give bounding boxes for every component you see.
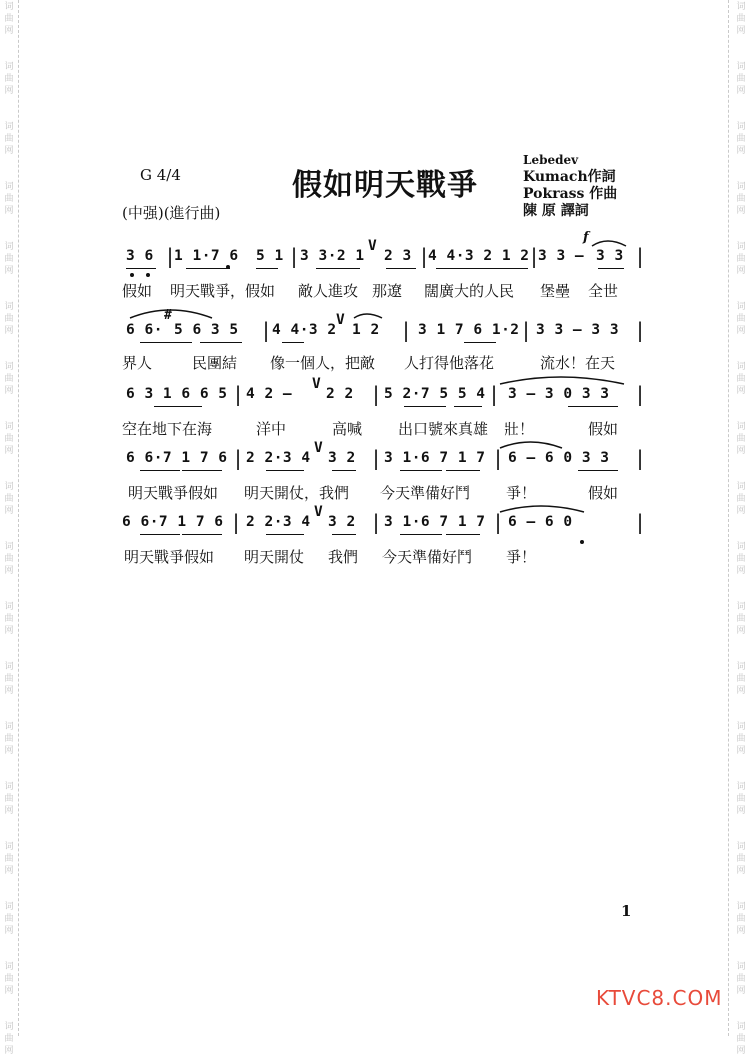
watermark-glyph: 网 (4, 506, 14, 516)
watermark-glyph: 网 (736, 326, 746, 336)
watermark-glyph: 曲 (736, 494, 746, 504)
note-group: 3 6 (126, 248, 154, 264)
note-group: 3 3 (596, 248, 624, 264)
watermark-glyph: 词 (736, 962, 746, 972)
slur-mark (500, 377, 624, 384)
barline: | (634, 244, 647, 268)
note-group: 4 4·3 2 (272, 322, 337, 338)
note-group: 6 6·7 1 7 6 (122, 514, 224, 530)
watermark-glyph: 曲 (736, 974, 746, 984)
watermark-glyph: 曲 (736, 794, 746, 804)
watermark-glyph: 词 (736, 902, 746, 912)
note-group: 3 3·2 1 (300, 248, 365, 264)
watermark-glyph: 曲 (4, 914, 14, 924)
lyric-text: 洋中 (256, 420, 287, 438)
watermark-glyph: 曲 (736, 674, 746, 684)
credit-translator: 陳 原 譯詞 (523, 203, 589, 219)
lyric-text: 明天開仗 (244, 548, 305, 566)
watermark-glyph: 曲 (4, 134, 14, 144)
lyric-text: 今天準備好鬥 (380, 484, 471, 502)
tempo-marking: (中强)(進行曲) (122, 204, 221, 222)
watermark-glyph: 词 (4, 2, 14, 12)
watermark-glyph: 词 (4, 62, 14, 72)
barline: | (634, 446, 647, 470)
watermark-glyph: 曲 (736, 74, 746, 84)
watermark-glyph: 词 (736, 1022, 746, 1032)
watermark-glyph: 曲 (4, 974, 14, 984)
watermark-glyph: 词 (736, 782, 746, 792)
watermark-glyph: 网 (4, 146, 14, 156)
breath-mark: V (312, 376, 322, 392)
note-group: 4 4·3 2 1 2 (428, 248, 530, 264)
barline: | (288, 244, 301, 268)
watermark-glyph: 曲 (736, 554, 746, 564)
slur-mark (354, 314, 382, 318)
barline: | (634, 318, 647, 342)
lyric-text: 明天戰爭假如 (124, 548, 215, 566)
watermark-glyph: 曲 (4, 254, 14, 264)
watermark-glyph: 曲 (4, 494, 14, 504)
note-group: 2 2·3 4 (246, 450, 311, 466)
watermark-glyph: 曲 (4, 434, 14, 444)
watermark-glyph: 词 (4, 122, 14, 132)
lyric-text: 明天戰爭假如 (128, 484, 219, 502)
watermark-glyph: 词 (736, 842, 746, 852)
watermark-glyph: 曲 (736, 734, 746, 744)
watermark-glyph: 词 (736, 482, 746, 492)
lyric-text: 出口號來真雄 (398, 420, 489, 438)
barline: | (520, 318, 533, 342)
barline: | (528, 244, 541, 268)
watermark-glyph: 网 (736, 746, 746, 756)
credit-lyricist-original: Lebedev (523, 153, 579, 167)
slur-mark (130, 310, 212, 318)
note-group: 2 2 (326, 386, 354, 402)
watermark-glyph: 词 (4, 902, 14, 912)
watermark-glyph: 网 (736, 1046, 746, 1056)
watermark-glyph: 曲 (736, 374, 746, 384)
watermark-glyph: 曲 (736, 314, 746, 324)
watermark-glyph: 网 (736, 86, 746, 96)
watermark-glyph: 词 (736, 2, 746, 12)
watermark-glyph: 网 (4, 566, 14, 576)
watermark-glyph: 网 (736, 506, 746, 516)
watermark-glyph: 曲 (736, 254, 746, 264)
note-group: 3 3 — (538, 248, 585, 264)
watermark-glyph: 网 (736, 386, 746, 396)
watermark-glyph: 网 (4, 806, 14, 816)
watermark-glyph: 曲 (736, 434, 746, 444)
lyric-text: 界人 (122, 354, 153, 372)
watermark-glyph: 曲 (736, 914, 746, 924)
watermark-glyph: 词 (736, 122, 746, 132)
lyric-text: 假如 (122, 282, 153, 300)
watermark-glyph: 曲 (4, 854, 14, 864)
lyric-text: 我們 (328, 548, 359, 566)
note-group: 2 3 (384, 248, 412, 264)
watermark-glyph: 曲 (736, 134, 746, 144)
watermark-glyph: 网 (736, 926, 746, 936)
barline: | (232, 382, 245, 406)
watermark-glyph: 网 (4, 866, 14, 876)
breath-mark: V (314, 440, 324, 456)
watermark-glyph: 曲 (4, 374, 14, 384)
lyric-text: 空在地下在海 (122, 420, 213, 438)
watermark-glyph: 词 (736, 422, 746, 432)
watermark-glyph: 词 (4, 362, 14, 372)
lyric-text: 明天開仗，我們 (244, 484, 350, 502)
barline: | (230, 510, 243, 534)
watermark-glyph: 网 (736, 266, 746, 276)
breath-mark: V (336, 312, 346, 328)
watermark-glyph: 曲 (4, 734, 14, 744)
watermark-glyph: 网 (4, 386, 14, 396)
note-group: 3 2 (328, 450, 356, 466)
barline: | (232, 446, 245, 470)
watermark-glyph: 网 (736, 626, 746, 636)
note-group: 5 2·7 5 5 4 (384, 386, 486, 402)
note-group: 5 1 (256, 248, 284, 264)
credit-composer: Pokrass 作曲 (523, 186, 618, 202)
watermark-glyph: 词 (4, 842, 14, 852)
note-group: 3 1 7 6 1·2 (418, 322, 520, 338)
watermark-glyph: 词 (736, 62, 746, 72)
watermark-glyph: 网 (4, 926, 14, 936)
barline: | (400, 318, 413, 342)
lyric-text: 闊廣大的人民 (424, 282, 515, 300)
watermark-glyph: 词 (4, 1022, 14, 1032)
watermark-glyph: 曲 (4, 674, 14, 684)
barline: | (370, 510, 383, 534)
slur-mark (592, 241, 626, 246)
watermark-glyph: 词 (4, 602, 14, 612)
note-group: 4 2 — (246, 386, 293, 402)
slur-mark (500, 442, 562, 448)
watermark-glyph: 网 (736, 26, 746, 36)
watermark-glyph: 词 (736, 182, 746, 192)
note-group: 1 2 (352, 322, 380, 338)
watermark-glyph: 曲 (4, 794, 14, 804)
watermark-glyph: 词 (4, 302, 14, 312)
lyric-text: 民團結 (192, 354, 238, 372)
lyric-text: 流水！在天 (540, 354, 616, 372)
watermark-glyph: 词 (736, 602, 746, 612)
watermark-glyph: 词 (736, 542, 746, 552)
lyric-text: 堡壘 (540, 282, 571, 300)
watermark-glyph: 词 (736, 302, 746, 312)
barline: | (492, 510, 505, 534)
note-group: 3 1·6 7 1 7 (384, 514, 486, 530)
watermark-glyph: 曲 (736, 14, 746, 24)
lyric-text: 敵人進攻 (298, 282, 359, 300)
note-group: 6 6· (126, 322, 163, 338)
watermark-glyph: 词 (736, 242, 746, 252)
watermark-glyph: 词 (4, 782, 14, 792)
watermark-glyph: 曲 (736, 194, 746, 204)
lyric-text: 爭！ (506, 484, 537, 502)
watermark-glyph: 曲 (736, 854, 746, 864)
watermark-glyph: 曲 (4, 314, 14, 324)
watermark-glyph: 网 (4, 326, 14, 336)
watermark-glyph: 网 (736, 686, 746, 696)
watermark-glyph: 词 (736, 722, 746, 732)
lyric-text: 那遼 (372, 282, 403, 300)
lyric-text: 全世 (588, 282, 619, 300)
note-group: 6 — 6 0 3 3 (508, 450, 610, 466)
watermark-glyph: 词 (4, 242, 14, 252)
barline: | (260, 318, 273, 342)
breath-mark: V (368, 238, 378, 254)
watermark-glyph: 曲 (4, 194, 14, 204)
watermark-glyph: 词 (4, 182, 14, 192)
watermark-glyph: 网 (4, 206, 14, 216)
note-group: 3 3 — 3 3 (536, 322, 620, 338)
watermark-glyph: 曲 (4, 14, 14, 24)
note-group: 5 6 3 5 (174, 322, 239, 338)
site-watermark: KTVC8.COM (596, 986, 723, 1010)
watermark-glyph: 词 (736, 662, 746, 672)
barline: | (418, 244, 431, 268)
breath-mark: V (314, 504, 324, 520)
key-signature: G 4/4 (140, 166, 181, 184)
barline: | (492, 446, 505, 470)
barline: | (370, 446, 383, 470)
watermark-glyph: 网 (4, 86, 14, 96)
lyric-text: 人打得他落花 (404, 354, 495, 372)
watermark-glyph: 网 (4, 266, 14, 276)
watermark-glyph: 网 (4, 26, 14, 36)
barline: | (488, 382, 501, 406)
note-group: 6 3 1 6 6 5 (126, 386, 228, 402)
song-title: 假如明天戰爭 (292, 168, 478, 203)
credit-lyricist: Kumach作詞 (523, 169, 616, 185)
watermark-glyph: 曲 (4, 74, 14, 84)
watermark-glyph: 词 (4, 542, 14, 552)
watermark-glyph: 网 (736, 146, 746, 156)
watermark-glyph: 曲 (4, 1034, 14, 1044)
watermark-glyph: 词 (736, 362, 746, 372)
watermark-glyph: 网 (736, 866, 746, 876)
watermark-glyph: 网 (4, 686, 14, 696)
page-number: 1 (621, 902, 632, 920)
lyric-text: 明天戰爭，假如 (170, 282, 276, 300)
barline: | (634, 382, 647, 406)
lyric-text: 今天準備好鬥 (382, 548, 473, 566)
watermark-glyph: 网 (736, 986, 746, 996)
watermark-glyph: 网 (736, 566, 746, 576)
lyric-text: 假如 (588, 484, 619, 502)
watermark-glyph: 网 (736, 206, 746, 216)
watermark-glyph: 词 (4, 662, 14, 672)
watermark-glyph: 曲 (736, 614, 746, 624)
lyric-text: 高喊 (332, 420, 363, 438)
watermark-glyph: 词 (4, 722, 14, 732)
watermark-glyph: 网 (4, 1046, 14, 1056)
note-group: 3 1·6 7 1 7 (384, 450, 486, 466)
watermark-glyph: 词 (4, 482, 14, 492)
watermark-glyph: 网 (736, 446, 746, 456)
note-group: 1 1·7 6 (174, 248, 239, 264)
lyric-text: 像一個人，把敵 (270, 354, 376, 372)
watermark-glyph: 网 (4, 446, 14, 456)
watermark-glyph: 曲 (4, 614, 14, 624)
note-group: 6 6·7 1 7 6 (126, 450, 228, 466)
barline: | (370, 382, 383, 406)
watermark-glyph: 曲 (736, 1034, 746, 1044)
lyric-text: 爭！ (506, 548, 537, 566)
lyric-text: 假如 (588, 420, 619, 438)
lyric-text: 壯！ (504, 420, 535, 438)
watermark-glyph: 词 (4, 962, 14, 972)
note-group: 3 — 3 0 3 3 (508, 386, 610, 402)
watermark-glyph: 网 (4, 626, 14, 636)
barline: | (634, 510, 647, 534)
watermark-glyph: 网 (4, 986, 14, 996)
barline: | (164, 244, 177, 268)
watermark-glyph: 网 (736, 806, 746, 816)
note-group: 2 2·3 4 (246, 514, 311, 530)
slur-mark (500, 506, 584, 512)
watermark-glyph: 网 (4, 746, 14, 756)
sharp-accidental: # (164, 308, 173, 323)
watermark-glyph: 词 (4, 422, 14, 432)
note-group: 3 2 (328, 514, 356, 530)
watermark-glyph: 曲 (4, 554, 14, 564)
note-group: 6 — 6 0 (508, 514, 573, 530)
dynamic-forte-mark: f (583, 230, 589, 245)
